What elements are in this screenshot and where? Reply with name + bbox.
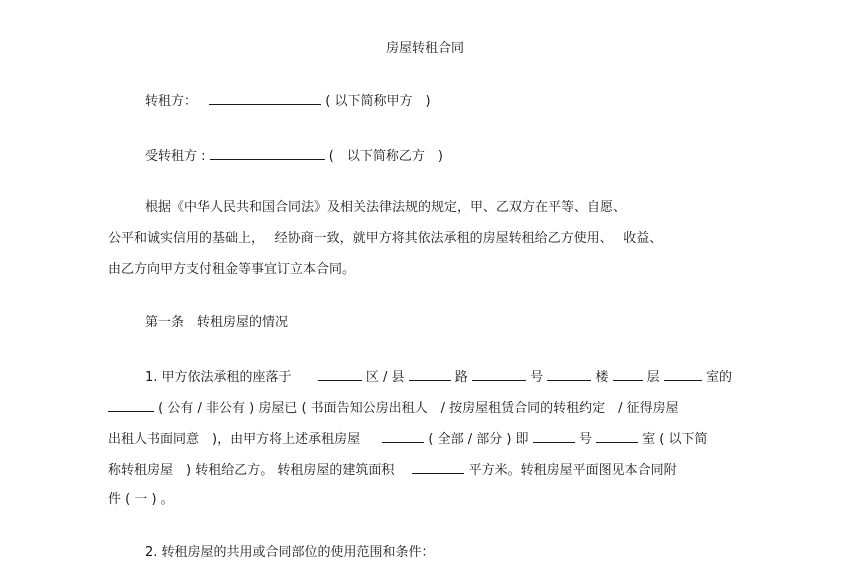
- item-1-text-l: 室 ( 以下简: [642, 432, 708, 447]
- room-blank[interactable]: [664, 366, 702, 381]
- item-1-line-1: [145, 366, 732, 388]
- item-1-line-3: [108, 428, 707, 450]
- document-title: 房屋转租合同: [385, 41, 464, 56]
- district-blank[interactable]: [318, 366, 362, 381]
- party-b-suffix: ( 以下简称乙方 ): [328, 149, 443, 164]
- number-blank[interactable]: [472, 366, 526, 381]
- item-1-text-h: ( 公有 / 非公有 ) 房屋已 ( 书面告知公房出租人 / 按房屋租赁合同的转租约定 / 征得房屋: [158, 401, 679, 416]
- item-1-text-d: 号: [530, 370, 544, 385]
- item-1-line-5: 件 ( 一 ) 。: [108, 492, 174, 507]
- party-a-suffix: ( 以下简称甲方 ): [325, 94, 431, 109]
- party-a-blank[interactable]: [209, 90, 321, 105]
- party-b-blank[interactable]: [210, 145, 325, 160]
- unit-number-blank[interactable]: [533, 428, 575, 443]
- party-b-label: 受转租方 :: [145, 149, 206, 164]
- unit-room-blank[interactable]: [596, 428, 638, 443]
- item-1-text-e: 楼: [595, 370, 609, 385]
- item-1-text-f: 层: [646, 370, 660, 385]
- party-a-label: 转租方：: [145, 94, 198, 109]
- portion-blank[interactable]: [382, 428, 424, 443]
- item-1-text-g: 室的: [705, 370, 732, 385]
- building-blank[interactable]: [547, 366, 591, 381]
- preamble-line-3: 由乙方向甲方支付租金等事宜订立本合同。: [108, 262, 356, 277]
- party-a-line: [145, 90, 431, 112]
- preamble-line-1: 根据《中华人民共和国合同法》及相关法律法规的规定，甲、乙双方在平等、自愿、: [145, 200, 627, 215]
- item-1-text-j: ( 全部 / 部分 ) 即: [428, 432, 529, 447]
- item-1-line-2: [108, 397, 679, 419]
- area-blank[interactable]: [412, 459, 464, 474]
- item-1-text-c: 路: [454, 370, 468, 385]
- item-1-text-b: 区 / 县: [365, 370, 405, 385]
- article-1-heading: 第一条 转租房屋的情况: [145, 315, 289, 330]
- preamble-line-2: 公平和诚实信用的基础上， 经协商一致，就甲方将其依法承租的房屋转租给乙方使用、 收益、: [108, 231, 663, 246]
- item-1-text-m: 称转租房屋 ) 转租给乙方。 转租房屋的建筑面积: [108, 463, 395, 478]
- item-1-text-n: 平方米。转租房屋平面图见本合同附: [468, 463, 677, 478]
- item-1-text-i: 出租人书面同意 )，由甲方将上述承租房屋: [108, 432, 361, 447]
- item-1-line-4: [108, 459, 677, 481]
- ownership-blank[interactable]: [108, 397, 154, 412]
- road-blank[interactable]: [409, 366, 451, 381]
- item-1-text-a: 1. 甲方依法承租的座落于: [145, 370, 292, 385]
- item-1-text-k: 号: [578, 432, 592, 447]
- floor-blank[interactable]: [613, 366, 643, 381]
- party-b-line: [145, 145, 443, 167]
- item-2-line: 2. 转租房屋的共用或合同部位的使用范围和条件：: [145, 545, 435, 560]
